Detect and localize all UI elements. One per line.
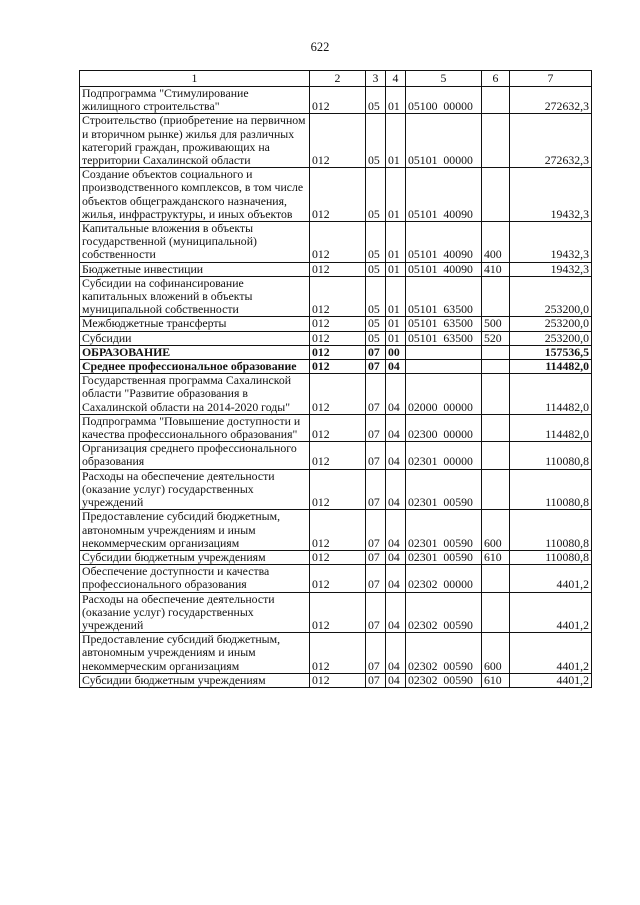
table-row	[80, 87, 592, 114]
row-name: ОБРАЗОВАНИЕ	[80, 345, 310, 359]
row-section-code: 07	[366, 360, 386, 374]
row-expense-type: 610	[482, 550, 510, 564]
row-name: Субсидии	[80, 331, 310, 345]
row-target-article: 02300 00000	[406, 414, 482, 441]
row-subsection-code: 01	[386, 114, 406, 168]
row-ministry-code: 012	[310, 565, 366, 592]
column-header: 4	[386, 71, 406, 87]
row-target-article: 05101 40090	[406, 168, 482, 222]
table-row	[80, 222, 592, 263]
row-section-code: 05	[366, 87, 386, 114]
row-target-article	[406, 360, 482, 374]
row-ministry-code: 012	[310, 592, 366, 633]
row-section-code: 05	[366, 262, 386, 276]
row-section-code: 07	[366, 673, 386, 687]
row-subsection-code: 04	[386, 633, 406, 674]
row-section-code: 07	[366, 442, 386, 469]
row-amount: 19432,3	[510, 168, 592, 222]
row-section-code: 05	[366, 317, 386, 331]
row-ministry-code: 012	[310, 414, 366, 441]
row-amount: 272632,3	[510, 114, 592, 168]
row-subsection-code: 01	[386, 222, 406, 263]
row-target-article: 02000 00000	[406, 374, 482, 415]
table-row	[80, 345, 592, 359]
row-target-article: 02301 00000	[406, 442, 482, 469]
row-section-code: 05	[366, 276, 386, 317]
row-section-code: 07	[366, 414, 386, 441]
row-section-code: 07	[366, 469, 386, 510]
row-target-article: 02302 00590	[406, 633, 482, 674]
table-row	[80, 510, 592, 551]
row-ministry-code: 012	[310, 262, 366, 276]
row-target-article: 02302 00590	[406, 673, 482, 687]
page-number: 622	[310, 40, 330, 54]
row-ministry-code: 012	[310, 510, 366, 551]
table-row	[80, 633, 592, 674]
budget-table	[79, 70, 592, 688]
row-name: Капитальные вложения в объекты государственной (муниципальной) собственности	[80, 222, 310, 263]
row-target-article: 05101 00000	[406, 114, 482, 168]
column-header: 5	[406, 71, 482, 87]
row-subsection-code: 04	[386, 673, 406, 687]
table-row	[80, 414, 592, 441]
table-row	[80, 469, 592, 510]
column-header: 7	[510, 71, 592, 87]
row-amount: 114482,0	[510, 414, 592, 441]
row-section-code: 07	[366, 345, 386, 359]
row-subsection-code: 01	[386, 168, 406, 222]
row-ministry-code: 012	[310, 222, 366, 263]
row-target-article: 05101 63500	[406, 276, 482, 317]
row-section-code: 05	[366, 114, 386, 168]
row-amount: 114482,0	[510, 374, 592, 415]
row-expense-type	[482, 592, 510, 633]
table-row	[80, 168, 592, 222]
column-header: 3	[366, 71, 386, 87]
row-section-code: 05	[366, 331, 386, 345]
row-ministry-code: 012	[310, 345, 366, 359]
row-ministry-code: 012	[310, 114, 366, 168]
row-section-code: 07	[366, 510, 386, 551]
row-subsection-code: 04	[386, 374, 406, 415]
row-target-article: 02301 00590	[406, 510, 482, 551]
column-header: 6	[482, 71, 510, 87]
row-amount: 4401,2	[510, 673, 592, 687]
row-amount: 4401,2	[510, 592, 592, 633]
row-expense-type	[482, 276, 510, 317]
row-target-article: 05101 63500	[406, 331, 482, 345]
row-target-article: 05100 00000	[406, 87, 482, 114]
row-name: Среднее профессиональное образование	[80, 360, 310, 374]
row-name: Расходы на обеспечение деятельности (оказание услуг) государственных учреждений	[80, 469, 310, 510]
row-expense-type: 400	[482, 222, 510, 263]
row-ministry-code: 012	[310, 331, 366, 345]
row-subsection-code: 04	[386, 550, 406, 564]
row-expense-type	[482, 442, 510, 469]
row-name: Строительство (приобретение на первичном и вторичном рынке) жилья для различных категорий граждан, проживающих на территории Сахалинской области	[80, 114, 310, 168]
row-amount: 253200,0	[510, 331, 592, 345]
table-row	[80, 550, 592, 564]
row-section-code: 07	[366, 550, 386, 564]
row-name: Организация среднего профессионального образования	[80, 442, 310, 469]
row-amount: 19432,3	[510, 222, 592, 263]
row-target-article: 02302 00590	[406, 592, 482, 633]
row-amount: 157536,5	[510, 345, 592, 359]
row-name: Государственная программа Сахалинской области "Развитие образования в Сахалинской области на 2014-2020 годы"	[80, 374, 310, 415]
row-section-code: 07	[366, 633, 386, 674]
row-section-code: 07	[366, 374, 386, 415]
row-target-article: 05101 63500	[406, 317, 482, 331]
row-expense-type	[482, 114, 510, 168]
table-row	[80, 331, 592, 345]
row-expense-type	[482, 565, 510, 592]
row-ministry-code: 012	[310, 633, 366, 674]
table-row	[80, 262, 592, 276]
row-amount: 19432,3	[510, 262, 592, 276]
table-row	[80, 673, 592, 687]
row-amount: 110080,8	[510, 469, 592, 510]
row-amount: 114482,0	[510, 360, 592, 374]
row-amount: 253200,0	[510, 317, 592, 331]
row-expense-type	[482, 414, 510, 441]
row-expense-type	[482, 168, 510, 222]
row-subsection-code: 04	[386, 360, 406, 374]
row-name: Предоставление субсидий бюджетным, автономным учреждениям и иным некоммерческим организациям	[80, 633, 310, 674]
row-expense-type: 610	[482, 673, 510, 687]
row-section-code: 05	[366, 168, 386, 222]
row-ministry-code: 012	[310, 374, 366, 415]
row-subsection-code: 01	[386, 87, 406, 114]
row-name: Подпрограмма "Стимулирование жилищного строительства"	[80, 87, 310, 114]
table-row	[80, 276, 592, 317]
row-ministry-code: 012	[310, 360, 366, 374]
row-subsection-code: 04	[386, 510, 406, 551]
row-name: Подпрограмма "Повышение доступности и качества профессионального образования"	[80, 414, 310, 441]
table-row	[80, 317, 592, 331]
row-amount: 110080,8	[510, 550, 592, 564]
row-subsection-code: 00	[386, 345, 406, 359]
row-subsection-code: 04	[386, 442, 406, 469]
row-name: Субсидии на софинансирование капитальных вложений в объекты муниципальной собственности	[80, 276, 310, 317]
column-header: 2	[310, 71, 366, 87]
row-name: Обеспечение доступности и качества профессионального образования	[80, 565, 310, 592]
table-row	[80, 114, 592, 168]
row-target-article: 02301 00590	[406, 550, 482, 564]
row-target-article	[406, 345, 482, 359]
column-header-row	[80, 71, 592, 87]
row-expense-type: 500	[482, 317, 510, 331]
row-ministry-code: 012	[310, 317, 366, 331]
row-expense-type	[482, 87, 510, 114]
row-expense-type: 520	[482, 331, 510, 345]
table-row	[80, 565, 592, 592]
row-name: Субсидии бюджетным учреждениям	[80, 550, 310, 564]
row-section-code: 07	[366, 565, 386, 592]
row-name: Субсидии бюджетным учреждениям	[80, 673, 310, 687]
row-ministry-code: 012	[310, 442, 366, 469]
row-name: Межбюджетные трансферты	[80, 317, 310, 331]
row-amount: 253200,0	[510, 276, 592, 317]
row-expense-type: 600	[482, 633, 510, 674]
row-expense-type: 600	[482, 510, 510, 551]
row-ministry-code: 012	[310, 469, 366, 510]
row-target-article: 02301 00590	[406, 469, 482, 510]
row-ministry-code: 012	[310, 673, 366, 687]
row-amount: 272632,3	[510, 87, 592, 114]
table-row	[80, 374, 592, 415]
row-expense-type	[482, 469, 510, 510]
row-target-article: 05101 40090	[406, 262, 482, 276]
row-amount: 110080,8	[510, 442, 592, 469]
row-amount: 4401,2	[510, 565, 592, 592]
row-name: Создание объектов социального и производственного комплексов, в том числе объектов общегражданского назначения, жилья, инфраструктуры, и иных объектов	[80, 168, 310, 222]
row-name: Бюджетные инвестиции	[80, 262, 310, 276]
row-subsection-code: 01	[386, 317, 406, 331]
row-target-article: 05101 40090	[406, 222, 482, 263]
row-amount: 4401,2	[510, 633, 592, 674]
column-header: 1	[80, 71, 310, 87]
row-expense-type	[482, 374, 510, 415]
row-subsection-code: 01	[386, 262, 406, 276]
row-subsection-code: 04	[386, 592, 406, 633]
row-name: Расходы на обеспечение деятельности (оказание услуг) государственных учреждений	[80, 592, 310, 633]
row-ministry-code: 012	[310, 168, 366, 222]
row-subsection-code: 04	[386, 469, 406, 510]
row-subsection-code: 04	[386, 414, 406, 441]
row-ministry-code: 012	[310, 276, 366, 317]
row-section-code: 05	[366, 222, 386, 263]
row-section-code: 07	[366, 592, 386, 633]
row-expense-type	[482, 345, 510, 359]
row-target-article: 02302 00000	[406, 565, 482, 592]
row-expense-type	[482, 360, 510, 374]
row-subsection-code: 01	[386, 331, 406, 345]
row-ministry-code: 012	[310, 550, 366, 564]
table-row	[80, 360, 592, 374]
row-subsection-code: 04	[386, 565, 406, 592]
row-name: Предоставление субсидий бюджетным, автономным учреждениям и иным некоммерческим организациям	[80, 510, 310, 551]
table-row	[80, 592, 592, 633]
row-ministry-code: 012	[310, 87, 366, 114]
table-row	[80, 442, 592, 469]
row-subsection-code: 01	[386, 276, 406, 317]
row-expense-type: 410	[482, 262, 510, 276]
row-amount: 110080,8	[510, 510, 592, 551]
